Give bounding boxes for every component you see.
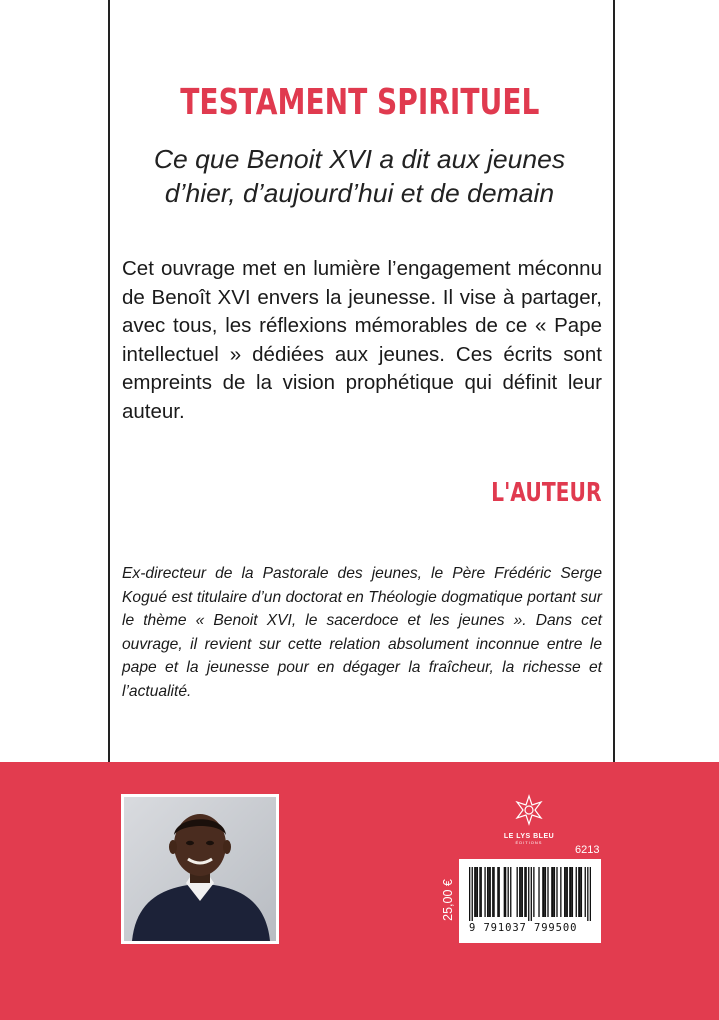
- barcode-bar: [569, 867, 570, 917]
- barcode-bar: [543, 867, 544, 917]
- barcode-bar: [590, 867, 591, 921]
- book-subtitle: [0, 142, 719, 210]
- price-text: 25,00 €: [441, 879, 455, 921]
- barcode-bar: [551, 867, 552, 917]
- barcode-bar: [520, 867, 521, 917]
- barcode-bar: [572, 867, 573, 917]
- barcode-bar: [538, 867, 539, 917]
- barcode-bar: [576, 867, 577, 917]
- barcode-bar: [510, 867, 511, 917]
- barcode-bar: [579, 867, 580, 917]
- barcode-bar: [581, 867, 582, 917]
- barcode-bar: [528, 867, 529, 921]
- barcode-bar: [490, 867, 491, 917]
- barcode-bar: [542, 867, 543, 917]
- barcode-bar: [508, 867, 509, 917]
- barcode-bar: [565, 867, 566, 917]
- subtitle-line-2: d’hier, d’aujourd’hui et de demain: [164, 178, 555, 208]
- barcode-bar: [469, 867, 470, 921]
- bottom-band: [0, 762, 719, 1020]
- barcode-bar: [578, 867, 579, 917]
- barcode-bar: [497, 867, 498, 917]
- product-code: 6213: [575, 844, 600, 856]
- book-summary: Cet ouvrage met en lumière l’engagement méconnu de Benoît XVI envers la jeunesse. Il vise à partager, avec tous, les réflexions mémorables de ce « Pape intellectuel » dédiées aux jeunes. Ces écrits sont empreints de la vision prophétique qui définit leur auteur.: [122, 257, 602, 423]
- barcode-bar: [519, 867, 520, 917]
- barcode-bar: [484, 867, 485, 917]
- barcode-bar: [585, 867, 586, 917]
- barcode-bar: [481, 867, 482, 917]
- barcode-bar: [524, 867, 525, 917]
- barcode-bar: [522, 867, 523, 917]
- barcode-bar: [479, 867, 480, 917]
- barcode-bar: [472, 867, 473, 921]
- barcode-bar: [560, 867, 561, 917]
- barcode-bar: [587, 867, 588, 921]
- barcode-bar: [477, 867, 478, 917]
- barcode-bar: [526, 867, 527, 917]
- barcode-bar: [545, 867, 546, 917]
- barcode-bar: [570, 867, 571, 917]
- book-title: TESTAMENT SPIRITUEL: [180, 82, 540, 123]
- barcode-bar: [505, 867, 506, 917]
- barcode-bar: [474, 867, 475, 917]
- barcode-bar: [488, 867, 489, 917]
- publisher-logo: [494, 793, 564, 845]
- barcode-bar: [556, 867, 557, 917]
- barcode-bar: [504, 867, 505, 917]
- isbn-number: 9 791037 799500: [469, 922, 578, 934]
- barcode-bar: [533, 867, 534, 917]
- barcode-bar: [531, 867, 532, 921]
- author-bio: Ex-directeur de la Pastorale des jeunes, le Père Frédéric Serge Kogué est titulaire d’un doctorat en Théologie dogmatique portant sur le thème « Benoit XVI, le sacerdoce et les jeunes ». Dans cet ouvrage, il revient sur cette relation absolument inconnue entre le pape et la jeunesse pour en dégager la fraîcheur, la richesse et l’actualité.: [122, 565, 602, 700]
- publisher-subtitle: ÉDITIONS: [515, 840, 543, 845]
- author-photo-frame: [121, 794, 279, 944]
- barcode-bar: [547, 867, 548, 917]
- isbn-barcode: [459, 859, 601, 943]
- barcode-bar: [552, 867, 553, 917]
- barcode-bar: [517, 867, 518, 917]
- author-portrait-icon: [124, 797, 276, 941]
- publisher-name: LE LYS BLEU: [503, 833, 555, 840]
- barcode-bars: [469, 867, 591, 921]
- barcode-bar: [567, 867, 568, 917]
- barcode-bar: [564, 867, 565, 917]
- barcode-bar: [554, 867, 555, 917]
- barcode-bar: [499, 867, 500, 917]
- lotus-star-icon: [512, 793, 546, 827]
- author-heading: L'AUTEUR: [491, 478, 602, 508]
- barcode-bar: [487, 867, 488, 917]
- price-label: [438, 862, 458, 938]
- barcode-bar: [475, 867, 476, 917]
- subtitle-line-1: Ce que Benoit XVI a dit aux jeunes: [153, 144, 566, 174]
- barcode-bar: [493, 867, 494, 917]
- barcode-bar: [492, 867, 493, 917]
